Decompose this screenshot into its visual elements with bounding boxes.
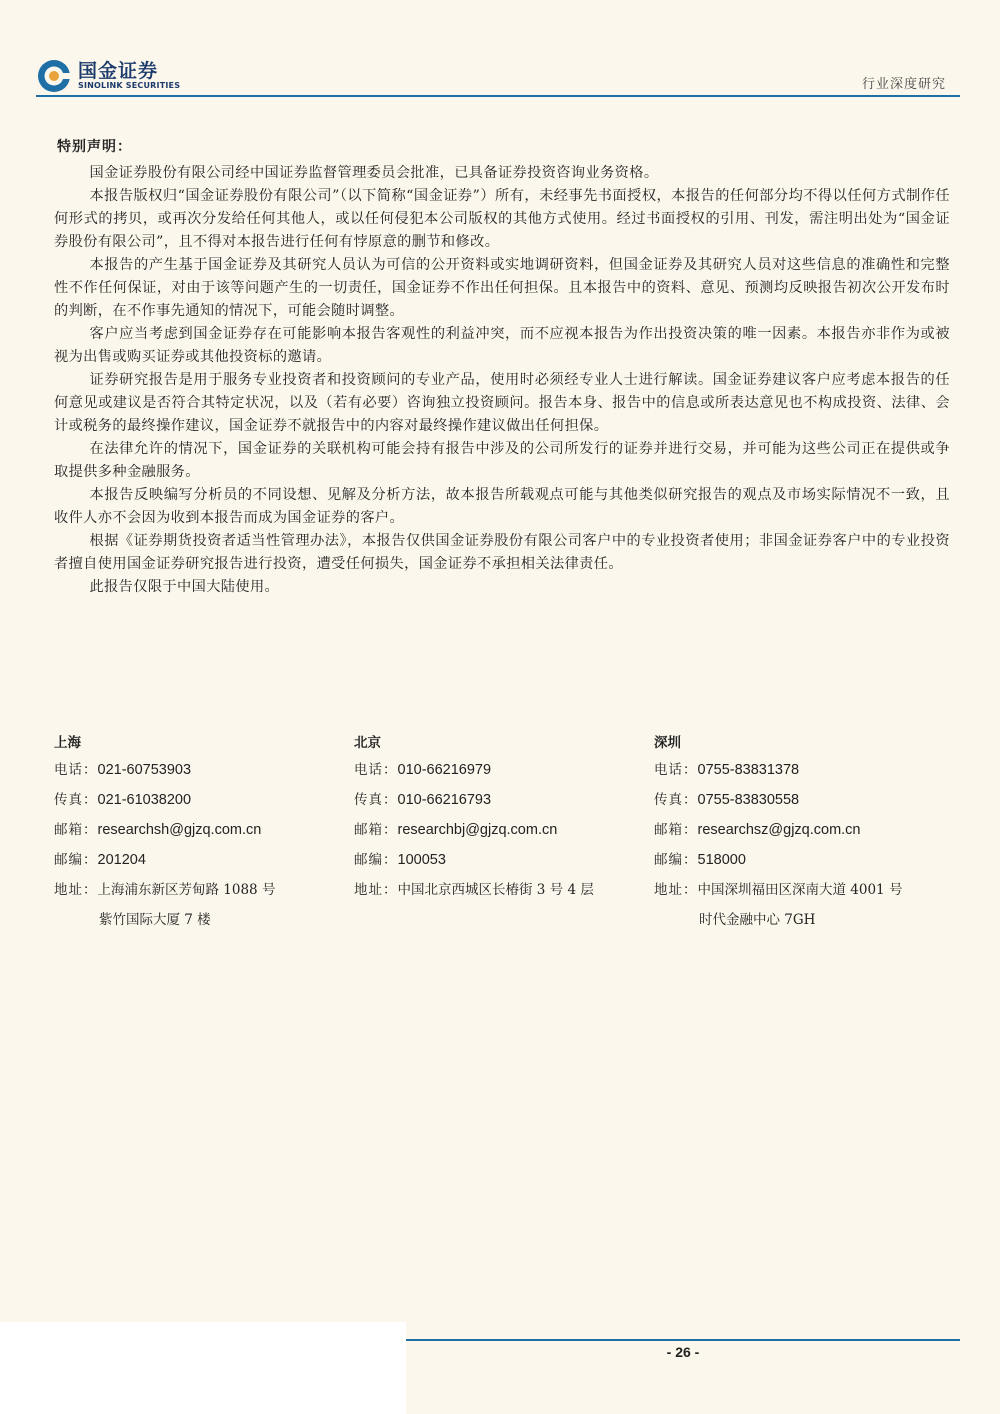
office-city: 北京 (354, 735, 381, 751)
page-number: - 26 - (666, 1344, 700, 1360)
logo-english-name: SINOLINK SECURITIES (78, 81, 181, 90)
office-shanghai (54, 731, 354, 935)
header-divider (36, 95, 960, 97)
office-city: 深圳 (654, 735, 681, 751)
office-contacts (54, 731, 954, 935)
disclaimer-paragraph: 根据《证券期货投资者适当性管理办法》，本报告仅供国金证券股份有限公司客户中的专业投资者使用；非国金证券客户中的专业投资者擅自使用国金证券研究报告进行投资，遭受任何损失，国金证券不承担相关法律责任。 (54, 533, 950, 572)
logo-mark-icon (36, 58, 72, 94)
disclaimer-section (54, 136, 950, 599)
fax-value: 010-66216793 (397, 792, 492, 808)
disclaimer-paragraph: 本报告版权归“国金证券股份有限公司”（以下简称“国金证券”）所有，未经事先书面授权，本报告的任何部分均不得以任何方式制作任何形式的拷贝，或再次分发给任何其他人，或以任何侵犯本公司版权的其他方式使用。经过书面授权的引用、刊发，需注明出处为“国金证券股份有限公司”，且不得对本报告进行任何有悖原意的删节和修改。 (54, 188, 950, 250)
fax-label: 传真： (354, 792, 398, 808)
disclaimer-paragraph: 本报告的产生基于国金证券及其研究人员认为可信的公开资料或实地调研资料，但国金证券及其研究人员对这些信息的准确性和完整性不作任何保证，对由于该等问题产生的一切责任，国金证券不作出任何担保。且本报告中的资料、意见、预测均反映报告初次公开发布时的判断，在不作事先通知的情况下，可能会随时调整。 (54, 257, 950, 319)
office-beijing (354, 731, 654, 935)
office-city: 上海 (54, 735, 81, 751)
disclaimer-paragraph: 本报告反映编写分析员的不同设想、见解及分析方法，故本报告所载观点可能与其他类似研究报告的观点及市场实际情况不一致，且收件人亦不会因为收到本报告而成为国金证券的客户。 (54, 487, 950, 526)
company-logo (36, 56, 180, 96)
address-value: 上海浦东新区芳甸路 1088 号 (97, 882, 276, 898)
tel-label: 电话： (654, 762, 698, 778)
address-label: 地址： (354, 882, 398, 898)
tel-label: 电话： (354, 762, 398, 778)
office-shenzhen (654, 731, 954, 935)
address-value: 中国北京西城区长椿街 3 号 4 层 (397, 882, 594, 898)
address-label: 地址： (54, 882, 98, 898)
tel-value: 021-60753903 (97, 762, 192, 778)
disclaimer-paragraph: 证券研究报告是用于服务专业投资者和投资顾问的专业产品，使用时必须经专业人士进行解读。国金证券建议客户应考虑本报告的任何意见或建议是否符合其特定状况，以及（若有必要）咨询独立投资顾问。报告本身、报告中的信息或所表达意见也不构成投资、法律、会计或税务的最终操作建议，国金证券不就报告中的内容对最终操作建议做出任何担保。 (54, 372, 950, 434)
tel-value: 0755-83831378 (697, 762, 800, 778)
disclaimer-paragraph: 此报告仅限于中国大陆使用。 (89, 579, 280, 595)
address-continued: 时代金融中心 7GH (699, 912, 816, 928)
address-label: 地址： (654, 882, 698, 898)
logo-chinese-name: 国金证券 (78, 60, 159, 82)
zip-value: 100053 (397, 852, 446, 868)
fax-value: 0755-83830558 (697, 792, 800, 808)
page-header (36, 52, 960, 98)
address-value: 中国深圳福田区深南大道 4001 号 (697, 882, 903, 898)
fax-label: 传真： (54, 792, 98, 808)
report-type: 行业深度研究 (861, 77, 946, 92)
disclaimer-paragraph: 客户应当考虑到国金证券存在可能影响本报告客观性的利益冲突，而不应视本报告为作出投资决策的唯一因素。本报告亦非作为或被视为出售或购买证券或其他投资标的邀请。 (54, 326, 950, 365)
email-label: 邮箱： (54, 822, 98, 838)
zip-value: 201204 (97, 852, 146, 868)
disclaimer-paragraph: 国金证券股份有限公司经中国证券监督管理委员会批准，已具备证券投资咨询业务资格。 (89, 165, 659, 181)
email-value: researchsh@gjzq.com.cn (97, 822, 262, 838)
tel-value: 010-66216979 (397, 762, 492, 778)
zip-label: 邮编： (54, 852, 98, 868)
zip-label: 邮编： (354, 852, 398, 868)
zip-label: 邮编： (654, 852, 698, 868)
disclaimer-paragraph: 在法律允许的情况下，国金证券的关联机构可能会持有报告中涉及的公司所发行的证券并进行交易，并可能为这些公司正在提供或争取提供多种金融服务。 (54, 441, 950, 480)
email-value: researchsz@gjzq.com.cn (697, 822, 861, 838)
email-label: 邮箱： (654, 822, 698, 838)
email-label: 邮箱： (354, 822, 398, 838)
tel-label: 电话： (54, 762, 98, 778)
disclaimer-title: 特别声明： (57, 139, 132, 155)
footer-divider (406, 1339, 960, 1341)
address-continued: 紫竹国际大厦 7 楼 (99, 912, 211, 928)
zip-value: 518000 (697, 852, 746, 868)
footer-blank-area (0, 1322, 406, 1414)
fax-value: 021-61038200 (97, 792, 192, 808)
email-value: researchbj@gjzq.com.cn (397, 822, 558, 838)
fax-label: 传真： (654, 792, 698, 808)
